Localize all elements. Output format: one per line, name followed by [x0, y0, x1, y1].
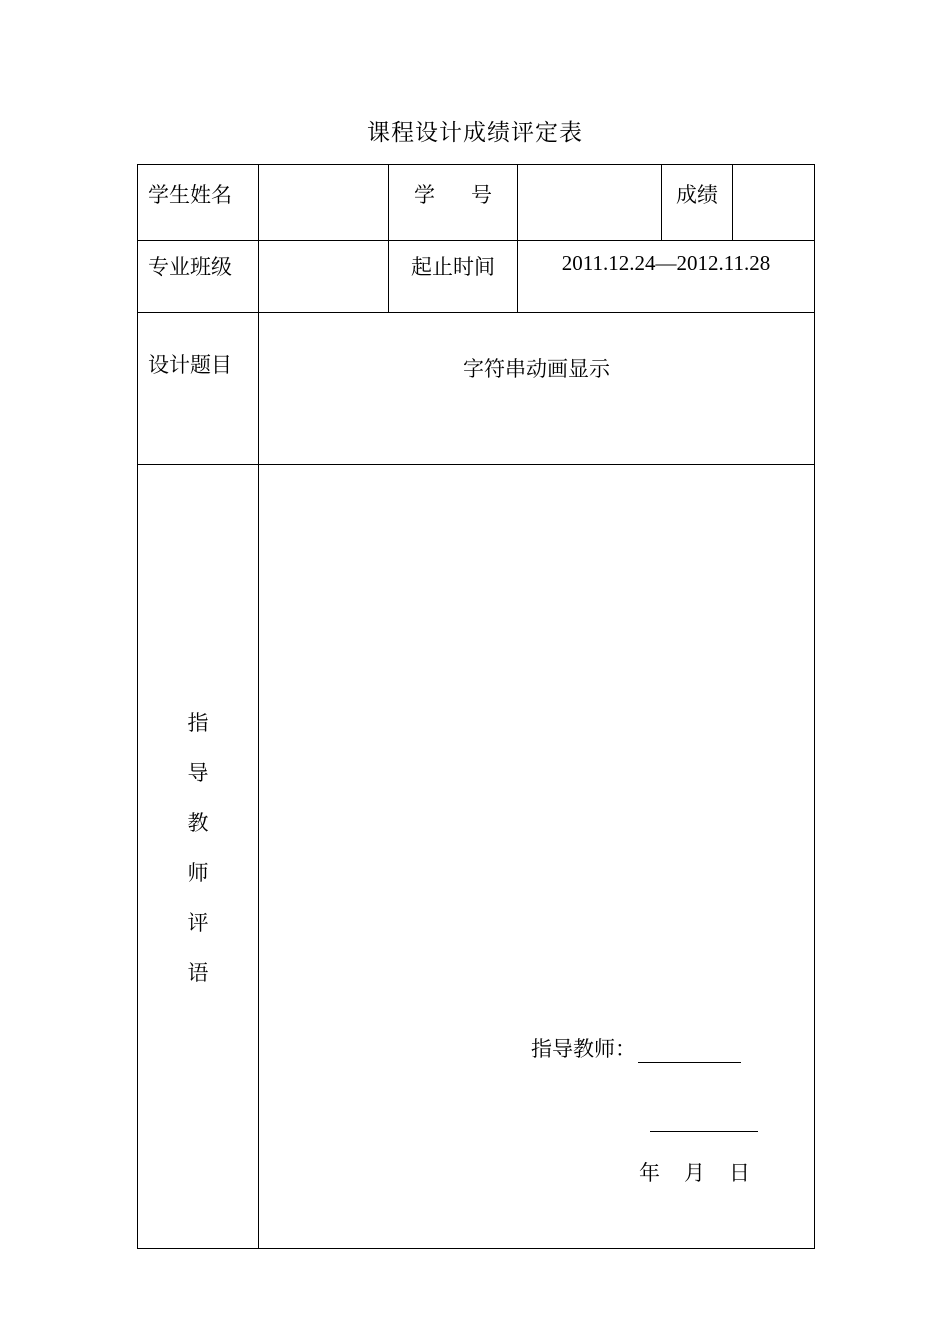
advisor-comment-area[interactable] [259, 465, 815, 1249]
date-month-label: 月 [684, 1161, 705, 1185]
comment-label-char: 语 [187, 961, 209, 985]
grade-evaluation-table [137, 164, 815, 1249]
comment-label-char: 指 [187, 711, 209, 735]
student-id-field[interactable] [518, 165, 662, 241]
major-class-field[interactable] [259, 241, 389, 313]
student-id-label [389, 165, 518, 241]
period-label: 起止时间 [389, 241, 518, 313]
date-labels [639, 1157, 750, 1187]
table-row [138, 465, 815, 1249]
grade-label: 成绩 [662, 165, 733, 241]
table-row [138, 313, 815, 465]
advisor-signature-row [531, 1033, 741, 1063]
comment-label-char: 师 [187, 861, 209, 885]
student-id-label-char-2: 号 [471, 183, 492, 207]
comment-label-char: 导 [187, 761, 209, 785]
student-id-label-char-1: 学 [414, 183, 435, 207]
comment-label-char: 评 [187, 911, 209, 935]
date-year-label: 年 [639, 1161, 660, 1185]
advisor-signature-line[interactable] [638, 1036, 741, 1063]
topic-value: 字符串动画显示 [259, 313, 815, 465]
table-row [138, 165, 815, 241]
student-name-label: 学生姓名 [138, 165, 259, 241]
advisor-label: 指导教师： [531, 1037, 636, 1061]
topic-label: 设计题目 [138, 313, 259, 465]
advisor-comment-label [138, 465, 259, 1249]
grade-field[interactable] [733, 165, 815, 241]
major-class-label: 专业班级 [138, 241, 259, 313]
table-row [138, 241, 815, 313]
student-name-field[interactable] [259, 165, 389, 241]
date-day-label: 日 [729, 1161, 750, 1185]
period-value: 2011.12.24—2012.11.28 [518, 241, 815, 313]
page-title: 课程设计成绩评定表 [367, 120, 583, 146]
comment-label-char: 教 [187, 811, 209, 835]
date-signature-line[interactable] [650, 1131, 758, 1132]
